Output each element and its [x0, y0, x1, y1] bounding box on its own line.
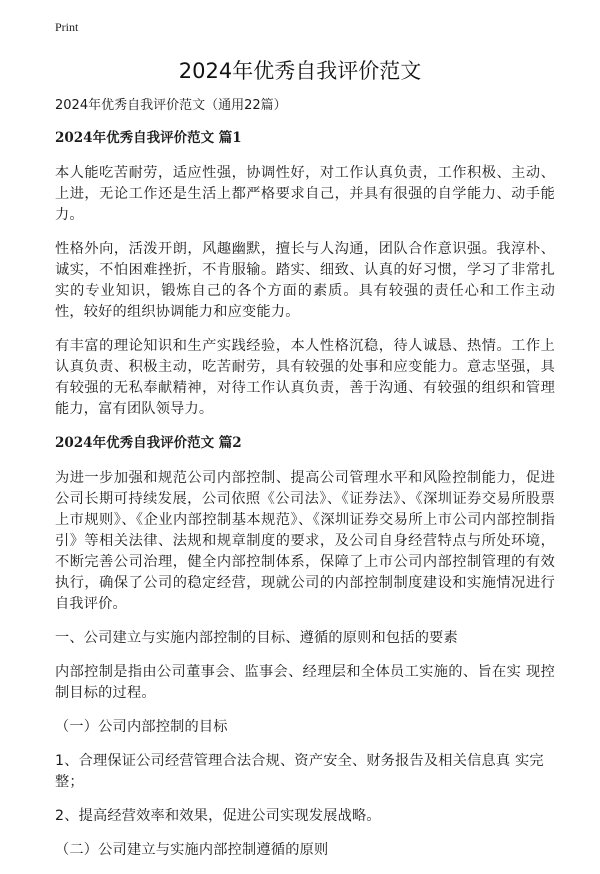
list-item: 1、合理保证公司经营管理合法合规、资产安全、财务报告及相关信息真 实完整；	[55, 753, 544, 790]
paragraph: 本人能吃苦耐劳，适应性强，协调性好，对工作认真负责，工作积极、主动、上进，无论工作还是生活上都严格要求自己，并具有很强的自学能力、动手能力。	[55, 165, 555, 223]
section-heading: 2024年优秀自我评价范文 篇2	[55, 435, 242, 451]
paragraph: 内部控制是指由公司董事会、监事会、经理层和全体员工实施的、旨在实 现控制目标的过程。	[55, 664, 555, 701]
paragraph: 有丰富的理论知识和生产实践经验，本人性格沉稳，待人诚恳、热情。工作上认真负责、积极主动，吃苦耐劳，具有较强的处事和应变能力。意志坚强，具有较强的无私奉献精神，对待工作认真负责，善于沟通、有较强的组织和管理能力，富有团队领导力。	[55, 338, 555, 417]
document-body	[55, 95, 555, 874]
section-heading: 2024年优秀自我评价范文 篇1	[55, 130, 242, 146]
paragraph: 性格外向，活泼开朗，风趣幽默，擅长与人沟通，团队合作意识强。我淳朴、诚实，不怕困难挫折，不肯服输。踏实、细致、认真的好习惯，学习了非常扎实的专业知识，锻炼自己的各个方面的素质。具有较强的责任心和工作主动性，较好的组织协调能力和应变能力。	[55, 241, 555, 320]
print-link[interactable]: Print	[55, 20, 79, 34]
subheading: 一、公司建立与实施内部控制的目标、遵循的原则和包括的要素	[55, 630, 458, 646]
section-2	[55, 433, 555, 861]
subheading: （一）公司内部控制的目标	[55, 719, 228, 735]
paragraph: 为进一步加强和规范公司内部控制、提高公司管理水平和风险控制能力，促进公司长期可持续发展，公司依照《公司法》、《证券法》、《深圳证券交易所股票上市规则》、《企业内部控制基本规范》、《深圳证券交易所上市公司内部控制指引》等相关法律、法规和规章制度的要求，及公司自身经营特点与所处环境，不断完善公司治理，健全内部控制体系，保障了上市公司内部控制管理的有效执行，确保了公司的稳定经营，现就公司的内部控制制度建设和实施情况进行自我评价。	[55, 470, 555, 612]
list-item: 2、提高经营效率和效果，促进公司实现发展战略。	[55, 808, 381, 824]
section-1	[55, 128, 555, 420]
document-subtitle: 2024年优秀自我评价范文（通用22篇）	[55, 98, 287, 113]
subheading: （二）公司建立与实施内部控制遵循的原则	[55, 842, 329, 858]
document-title: 2024年优秀自我评价范文	[178, 59, 422, 83]
